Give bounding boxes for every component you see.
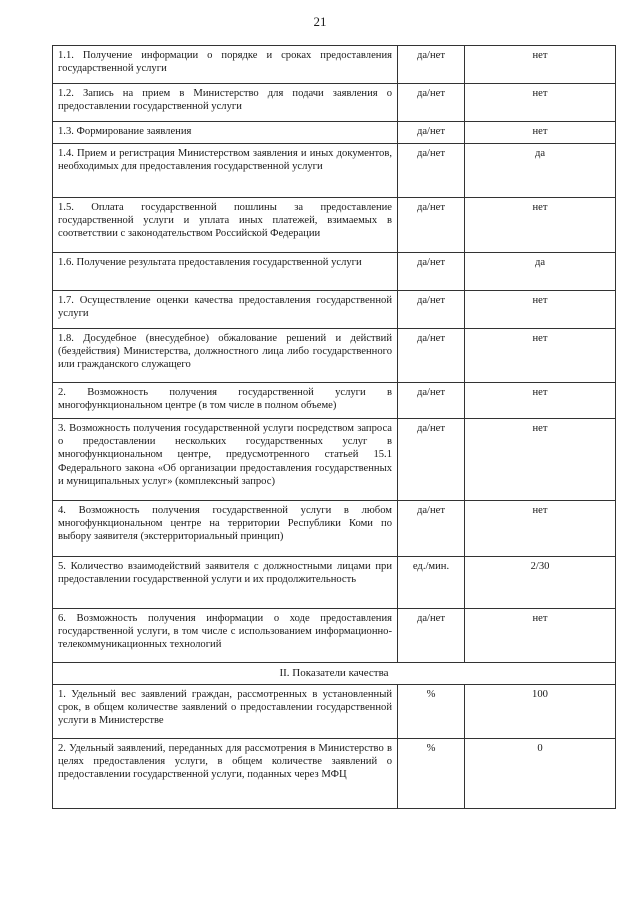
- table-row: [53, 144, 616, 198]
- row-value: нет: [465, 329, 616, 383]
- row-value: нет: [465, 198, 616, 253]
- row-description: 1.1. Получение информации о порядке и сроках предоставления государственной услуги: [53, 46, 398, 84]
- table-row: [53, 685, 616, 739]
- row-value: 100: [465, 685, 616, 739]
- row-unit: да/нет: [398, 609, 465, 663]
- row-value: нет: [465, 383, 616, 419]
- table-row: [53, 419, 616, 501]
- indicators-table: [52, 45, 616, 809]
- row-value: да: [465, 144, 616, 198]
- row-description: 6. Возможность получения информации о ходе предоставления государственной услуги, в том числе с использованием информационно-телекоммуникационных технологий: [53, 609, 398, 663]
- row-value: 0: [465, 739, 616, 809]
- table-row: [53, 383, 616, 419]
- row-value: нет: [465, 419, 616, 501]
- row-unit: да/нет: [398, 46, 465, 84]
- row-value: да: [465, 253, 616, 291]
- row-value: нет: [465, 122, 616, 144]
- row-unit: да/нет: [398, 122, 465, 144]
- table-row: [53, 46, 616, 84]
- row-value: нет: [465, 501, 616, 557]
- row-unit: да/нет: [398, 291, 465, 329]
- row-unit: %: [398, 685, 465, 739]
- row-description: 1.8. Досудебное (внесудебное) обжалование решений и действий (бездействия) Министерства, должностного лица либо государственного или гражданского служащего: [53, 329, 398, 383]
- row-description: 4. Возможность получения государственной услуги в любом многофункциональном центре на территории Республики Коми по выбору заявителя (экстерриториальный принцип): [53, 501, 398, 557]
- section-title: II. Показатели качества: [53, 663, 616, 685]
- row-value: 2/30: [465, 557, 616, 609]
- row-description: 3. Возможность получения государственной услуги посредством запроса о предоставлении нескольких государственных услуг в многофункциональном центре, предусмотренного статьей 15.1 Федерального закона «Об организации предоставления государственных и муниципальных услуг» (комплексный запрос): [53, 419, 398, 501]
- row-unit: да/нет: [398, 501, 465, 557]
- row-value: нет: [465, 609, 616, 663]
- table-row: [53, 253, 616, 291]
- row-description: 1.4. Прием и регистрация Министерством заявления и иных документов, необходимых для предоставления государственной услуги: [53, 144, 398, 198]
- table-row: [53, 329, 616, 383]
- row-description: 1.3. Формирование заявления: [53, 122, 398, 144]
- row-unit: да/нет: [398, 329, 465, 383]
- row-unit: да/нет: [398, 419, 465, 501]
- row-description: 1.2. Запись на прием в Министерство для подачи заявления о предоставлении государственной услуги: [53, 84, 398, 122]
- row-unit: да/нет: [398, 144, 465, 198]
- row-value: нет: [465, 46, 616, 84]
- table-row: [53, 84, 616, 122]
- page-number: 21: [313, 14, 327, 29]
- section-header-row: [53, 663, 616, 685]
- table-row: [53, 198, 616, 253]
- table-row: [53, 557, 616, 609]
- table-row: [53, 739, 616, 809]
- row-description: 2. Удельный заявлений, переданных для рассмотрения в Министерство в целях предоставления услуги, в общем количестве заявлений о предоставлении государственной услуги, поданных через МФЦ: [53, 739, 398, 809]
- row-description: 1. Удельный вес заявлений граждан, рассмотренных в установленный срок, в общем количестве заявлений о предоставлении государственной услуги в Министерстве: [53, 685, 398, 739]
- row-value: нет: [465, 291, 616, 329]
- table-row: [53, 609, 616, 663]
- row-unit: да/нет: [398, 84, 465, 122]
- row-description: 1.6. Получение результата предоставления государственной услуги: [53, 253, 398, 291]
- row-description: 1.7. Осуществление оценки качества предоставления государственной услуги: [53, 291, 398, 329]
- row-description: 5. Количество взаимодействий заявителя с должностными лицами при предоставлении государственной услуги и их продолжительность: [53, 557, 398, 609]
- row-unit: %: [398, 739, 465, 809]
- table-row: [53, 122, 616, 144]
- row-unit: да/нет: [398, 383, 465, 419]
- table-row: [53, 501, 616, 557]
- row-value: нет: [465, 84, 616, 122]
- table-row: [53, 291, 616, 329]
- row-unit: ед./мин.: [398, 557, 465, 609]
- row-unit: да/нет: [398, 198, 465, 253]
- row-unit: да/нет: [398, 253, 465, 291]
- row-description: 1.5. Оплата государственной пошлины за предоставление государственной услуги и уплата иных платежей, взимаемых в соответствии с законодательством Российской Федерации: [53, 198, 398, 253]
- row-description: 2. Возможность получения государственной услуги в многофункциональном центре (в том числе в полном объеме): [53, 383, 398, 419]
